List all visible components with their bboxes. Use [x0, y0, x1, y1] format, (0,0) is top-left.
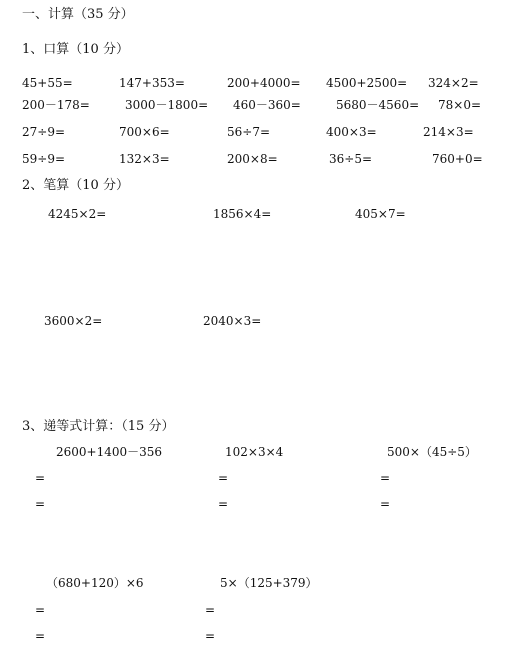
oral-problem: 132×3= — [119, 152, 170, 166]
equals-sign: = — [380, 471, 391, 485]
oral-problem: 147+353= — [119, 76, 185, 90]
stepwise-problem: 2600+1400－356 — [56, 445, 163, 459]
oral-problem: 760+0= — [432, 152, 483, 166]
stepwise-problem: 500×（45÷5） — [387, 445, 477, 459]
oral-problem: 3000－1800= — [125, 98, 209, 112]
stepwise-problem: 102×3×4 — [225, 445, 284, 459]
oral-problem: 700×6= — [119, 125, 170, 139]
equals-sign: = — [205, 603, 216, 617]
written-problem: 1856×4= — [213, 207, 272, 221]
oral-problem: 200+4000= — [227, 76, 301, 90]
oral-problem: 56÷7= — [227, 125, 271, 139]
oral-problem: 460－360= — [233, 98, 301, 112]
oral-problem: 59÷9= — [22, 152, 66, 166]
equals-sign: = — [35, 603, 46, 617]
equals-sign: = — [35, 629, 46, 643]
part2-title: 2、笔算（10 分） — [22, 178, 129, 193]
oral-problem: 200－178= — [22, 98, 90, 112]
oral-problem: 4500+2500= — [326, 76, 408, 90]
oral-problem: 27÷9= — [22, 125, 66, 139]
part1-title: 1、口算（10 分） — [22, 42, 129, 57]
oral-problem: 78×0= — [438, 98, 482, 112]
oral-problem: 5680－4560= — [336, 98, 420, 112]
oral-problem: 200×8= — [227, 152, 278, 166]
written-problem: 4245×2= — [48, 207, 107, 221]
equals-sign: = — [35, 471, 46, 485]
written-problem: 405×7= — [355, 207, 406, 221]
oral-problem: 45+55= — [22, 76, 73, 90]
equals-sign: = — [205, 629, 216, 643]
oral-problem: 400×3= — [326, 125, 377, 139]
equals-sign: = — [218, 497, 229, 511]
equals-sign: = — [380, 497, 391, 511]
stepwise-problem: 5×（125+379） — [220, 576, 318, 590]
written-problem: 3600×2= — [44, 314, 103, 328]
equals-sign: = — [218, 471, 229, 485]
stepwise-problem: （680+120）×6 — [46, 576, 144, 590]
written-problem: 2040×3= — [203, 314, 262, 328]
part3-title: 3、递等式计算：（15 分） — [22, 419, 175, 434]
oral-problem: 324×2= — [428, 76, 479, 90]
oral-problem: 36÷5= — [329, 152, 373, 166]
equals-sign: = — [35, 497, 46, 511]
section-title: 一、计算（35 分） — [22, 7, 134, 22]
oral-problem: 214×3= — [423, 125, 474, 139]
